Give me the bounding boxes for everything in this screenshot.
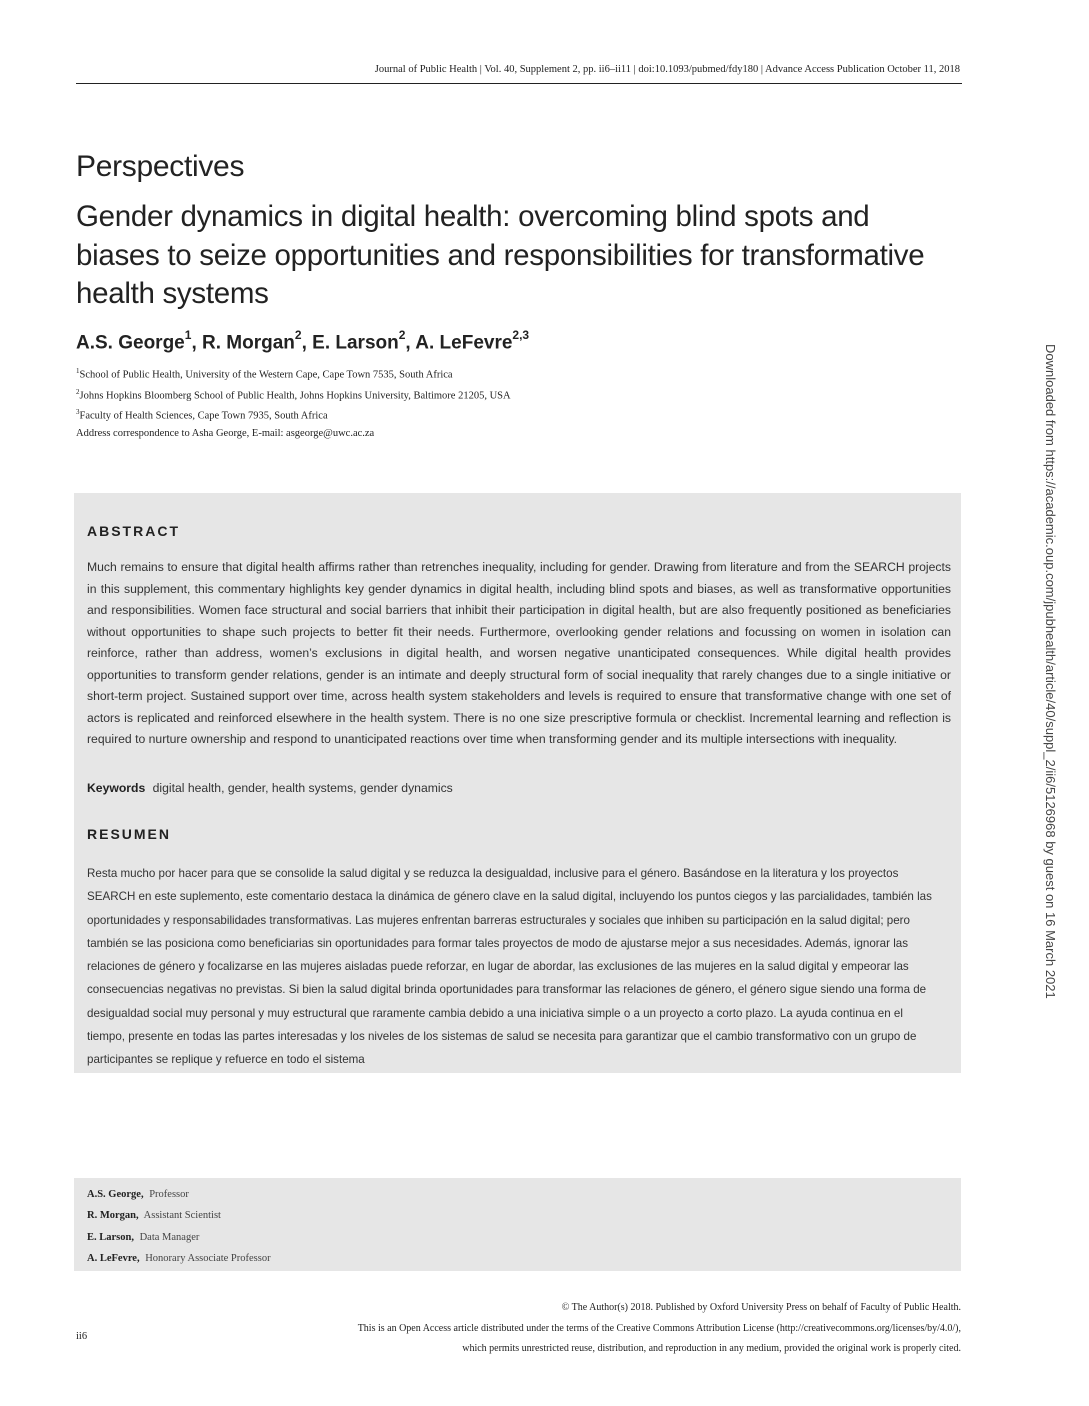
author-bio xyxy=(87,1184,271,1205)
resumen-heading: RESUMEN xyxy=(87,826,172,842)
abstract-text: Much remains to ensure that digital health affirms rather than retrenches inequality, including for gender. Drawing from literature and from the SEARCH projects in this supplement, this commentary highlights key gender dynamics in digital health, including blind spots and biases, as well as transformative opportunities and responsibilities. Women face structural and social barriers that inhibit their participation in digital health, but are also frequently positioned as beneficiaries without opportunities to shape such projects to better fit their needs. Furthermore, overlooking gender relations and focussing on women in isolation can reinforce, rather than address, women’s exclusions in digital health, and worsen negative unanticipated consequences. While digital health provides opportunities to transform gender relations, gender is an intimate and deeply structural form of social inequality that rarely changes due to a single initiative or short-term project. Sustained support over time, across health system stakeholders and levels is required to ensure that transformative change with one set of actors is replicated and reinforced elsewhere in the health system. There is no one size prescriptive formula or checklist. Incremental learning and reflection is required to nurture ownership and respond to unanticipated reactions over time when transforming gender and its multiple intersections with inequality. xyxy=(87,560,951,746)
bio-name: E. Larson, xyxy=(87,1231,134,1243)
author-list xyxy=(76,330,529,354)
license-line: This is an Open Access article distributed under the terms of the Creative Commons Attribution License (http://creativecommons.org/licenses/by/4.0/), xyxy=(357,1322,961,1334)
author-affil-sup: 2,3 xyxy=(512,328,530,342)
author-name: A.S. George xyxy=(76,332,185,354)
affiliation xyxy=(76,363,776,384)
affiliation-text: School of Public Health, University of the Western Cape, Cape Town 7535, South Africa xyxy=(79,369,453,381)
correspondence-text: Address correspondence to Asha George, E-mail: asgeorge@uwc.ac.za xyxy=(76,427,375,439)
affiliation-text: Faculty of Health Sciences, Cape Town 7935, South Africa xyxy=(79,410,328,422)
author-bio xyxy=(87,1248,271,1269)
affiliation-sup: 1 xyxy=(76,367,80,375)
author-affil-sup: 2 xyxy=(398,328,406,342)
author-name: E. Larson xyxy=(312,332,399,354)
author-bio xyxy=(87,1227,271,1248)
affiliation xyxy=(76,404,776,425)
bio-name: A.S. George, xyxy=(87,1189,144,1200)
copyright-line: © The Author(s) 2018. Published by Oxford University Press on behalf of Faculty of Public Health. xyxy=(561,1302,961,1313)
bio-role: Honorary Associate Professor xyxy=(145,1252,271,1264)
bio-role: Assistant Scientist xyxy=(143,1210,221,1222)
abstract-heading: ABSTRACT xyxy=(87,523,180,539)
keywords-list: digital health, gender, health systems, gender dynamics xyxy=(152,781,453,795)
author-affil-sup: 1 xyxy=(184,328,192,342)
affiliation-text: Johns Hopkins Bloomberg School of Public Health, Johns Hopkins University, Baltimore 21205, USA xyxy=(79,390,511,401)
affiliation xyxy=(76,384,776,405)
author-name: A. LeFevre xyxy=(415,332,513,354)
author-name: R. Morgan xyxy=(202,332,295,354)
author-separator: , xyxy=(191,332,202,354)
author-bio-list xyxy=(87,1184,271,1269)
license-line: which permits unrestricted reuse, distribution, and reproduction in any medium, provided the original work is properly cited. xyxy=(462,1343,961,1354)
header-rule xyxy=(76,83,962,84)
affiliation-sup: 3 xyxy=(76,408,80,416)
author-separator: , xyxy=(405,332,416,354)
author-affil-sup: 2 xyxy=(294,328,302,342)
correspondence xyxy=(76,425,776,442)
author-separator: , xyxy=(301,332,313,354)
bio-role: Data Manager xyxy=(139,1231,200,1243)
keywords-label: Keywords xyxy=(87,781,146,795)
page-number: ii6 xyxy=(76,1331,88,1342)
download-watermark: Downloaded from https://academic.oup.com/jpubhealth/article/40/suppl_2/ii6/5126968 by guest on 16 March 2021 xyxy=(1043,344,1058,999)
keywords xyxy=(87,781,453,795)
affiliations xyxy=(76,363,776,442)
section-label: Perspectives xyxy=(76,150,245,183)
bio-name: R. Morgan, xyxy=(87,1210,139,1222)
resumen-text: Resta mucho por hacer para que se consolide la salud digital y se reduzca la desigualdad, inclusive para el género. Basándose en la literatura y los proyectos SEARCH en este suplemento, este comentario destaca la dinámica de género clave en la salud digital, incluyendo los puntos ciegos y las parcialidades, también las oportunidades y responsabilidades transformativas. Las mujeres enfrentan barreras estructurales y sociales que inhiben su participación en la salud digital; pero también se las posiciona como beneficiarias sin oportunidades para formar tales proyectos de modo de ajustarse mejor a sus necesidades. Además, ignorar las relaciones de género y focalizarse en las mujeres aisladas puede reforzar, en lugar de abordar, las exclusiones de las mujeres en la salud digital y empeorar las consecuencias negativas no previstas. Si bien la salud digital brinda oportunidades para transformar las relaciones de género, el género sigue siendo una forma de desigualdad social muy personal y muy estructural que raramente cambia debido a una iniciativa simple o a un proyecto a corto plazo. La ayuda continua en el tiempo, presente en todas las partes interesadas y los niveles de los sistemas de salud se necesita para garantizar que el cambio transformativo con un grupo de participantes se replique y refuerce en todo el sistema xyxy=(87,867,932,1067)
running-head: Journal of Public Health | Vol. 40, Supplement 2, pp. ii6–ii11 | doi:10.1093/pubmed/fdy180 | Advance Access Publication October 11, 2018 xyxy=(374,64,960,75)
author-bio xyxy=(87,1205,271,1226)
bio-role: Professor xyxy=(149,1189,189,1200)
bio-name: A. LeFevre, xyxy=(87,1252,140,1264)
affiliation-sup: 2 xyxy=(76,387,80,396)
article-title: Gender dynamics in digital health: overcoming blind spots and biases to seize opportunities and responsibilities for transformative health systems xyxy=(76,200,925,310)
license-footer xyxy=(201,1298,961,1360)
